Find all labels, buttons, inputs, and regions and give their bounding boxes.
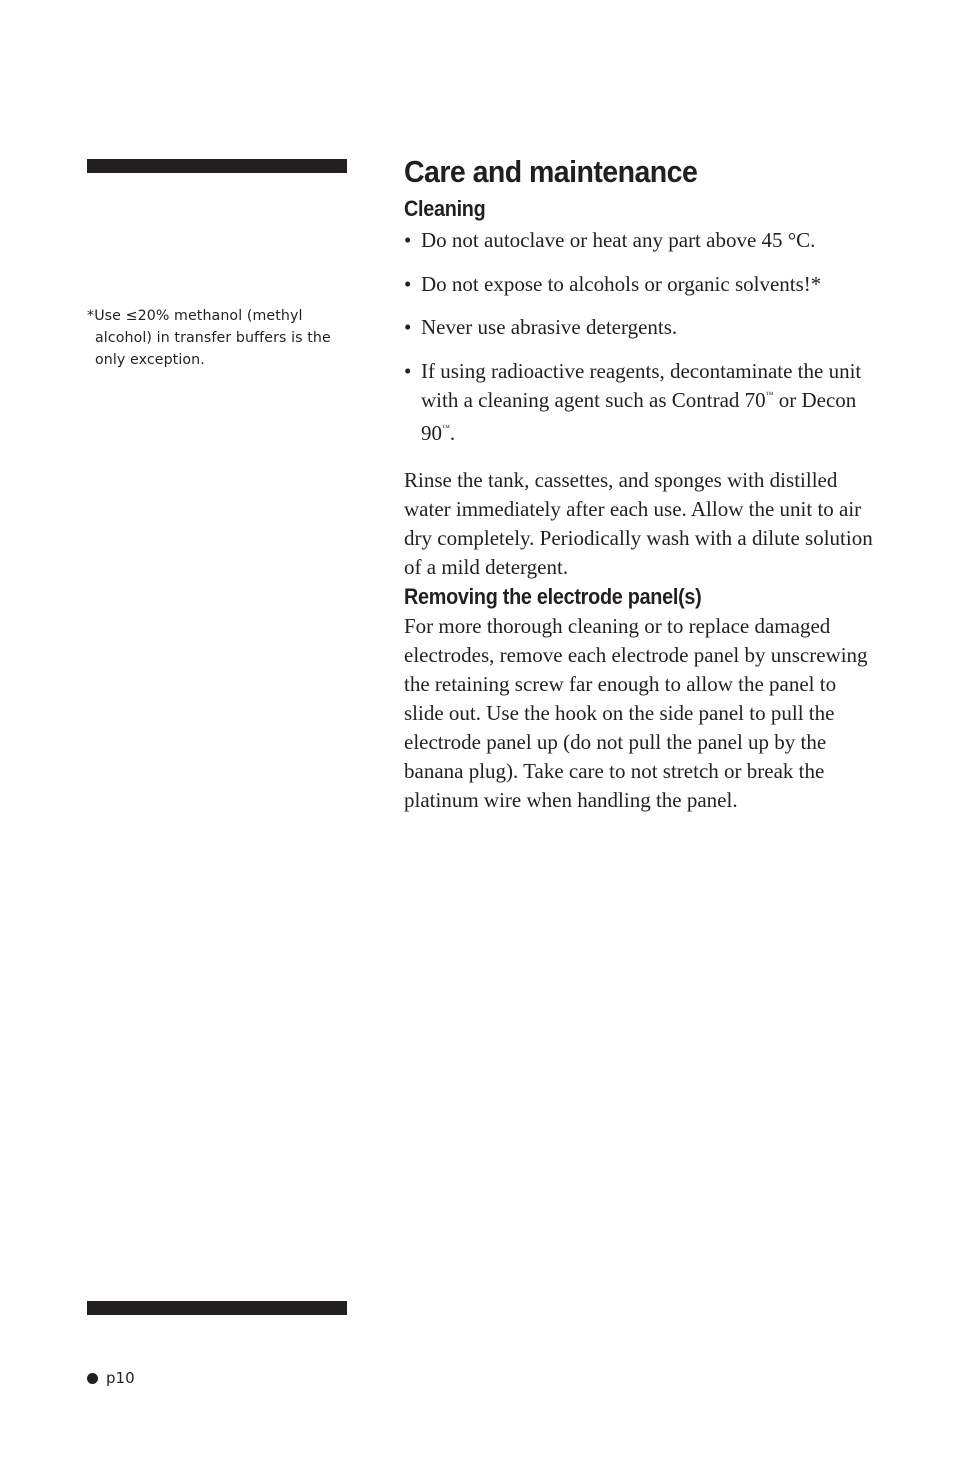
section-heading-removing-electrode-panels: Removing the electrode panel(s): [404, 584, 702, 609]
removing-paragraph: For more thorough cleaning or to replace damaged electrodes, remove each electrode panel by unscrewing the retaining screw far enough to allow the panel to slide out. Use the hook on the side panel to pull the electrode panel up (do not pull the panel up by the banana plug). Take care to not stretch or break the platinum wire when handling the panel.: [404, 614, 868, 812]
bottom-margin-rule: [87, 1301, 347, 1315]
list-item: • Never use abrasive detergents.: [404, 313, 879, 342]
bullet-glyph: •: [404, 271, 412, 296]
section-heading-cleaning: Cleaning: [404, 196, 486, 221]
bullet-glyph: •: [404, 358, 412, 383]
list-item: • Do not expose to alcohols or organic solvents!*: [404, 270, 879, 299]
top-margin-rule: [87, 159, 347, 173]
trademark-mark: ™: [442, 422, 450, 432]
bullet-glyph: •: [404, 228, 412, 252]
list-item: • Do not autoclave or heat any part above 45 °C.: [404, 226, 879, 255]
cleaning-paragraph: Rinse the tank, cassettes, and sponges with distilled water immediately after each use. Allow the unit to air dry completely. Periodically wash with a dilute solution of a mild detergent.: [404, 468, 873, 579]
list-item: • If using radioactive reagents, decontaminate the unit with a cleaning agent such as Contrad 70™ or Decon 90™.: [404, 358, 862, 445]
page-title: Care and maintenance: [404, 154, 698, 189]
bullet-glyph: •: [404, 315, 412, 339]
page-number: p10: [106, 1369, 135, 1387]
trademark-mark: ™: [765, 389, 774, 399]
bullet-dot-icon: [87, 1373, 98, 1384]
cleaning-bullet-list: [404, 226, 879, 452]
sidenote-footnote: *Use ≤20% methanol (methyl alcohol) in transfer buffers is the only exception.: [87, 308, 331, 368]
page-footer: [87, 1368, 135, 1388]
main-content: [404, 150, 879, 815]
